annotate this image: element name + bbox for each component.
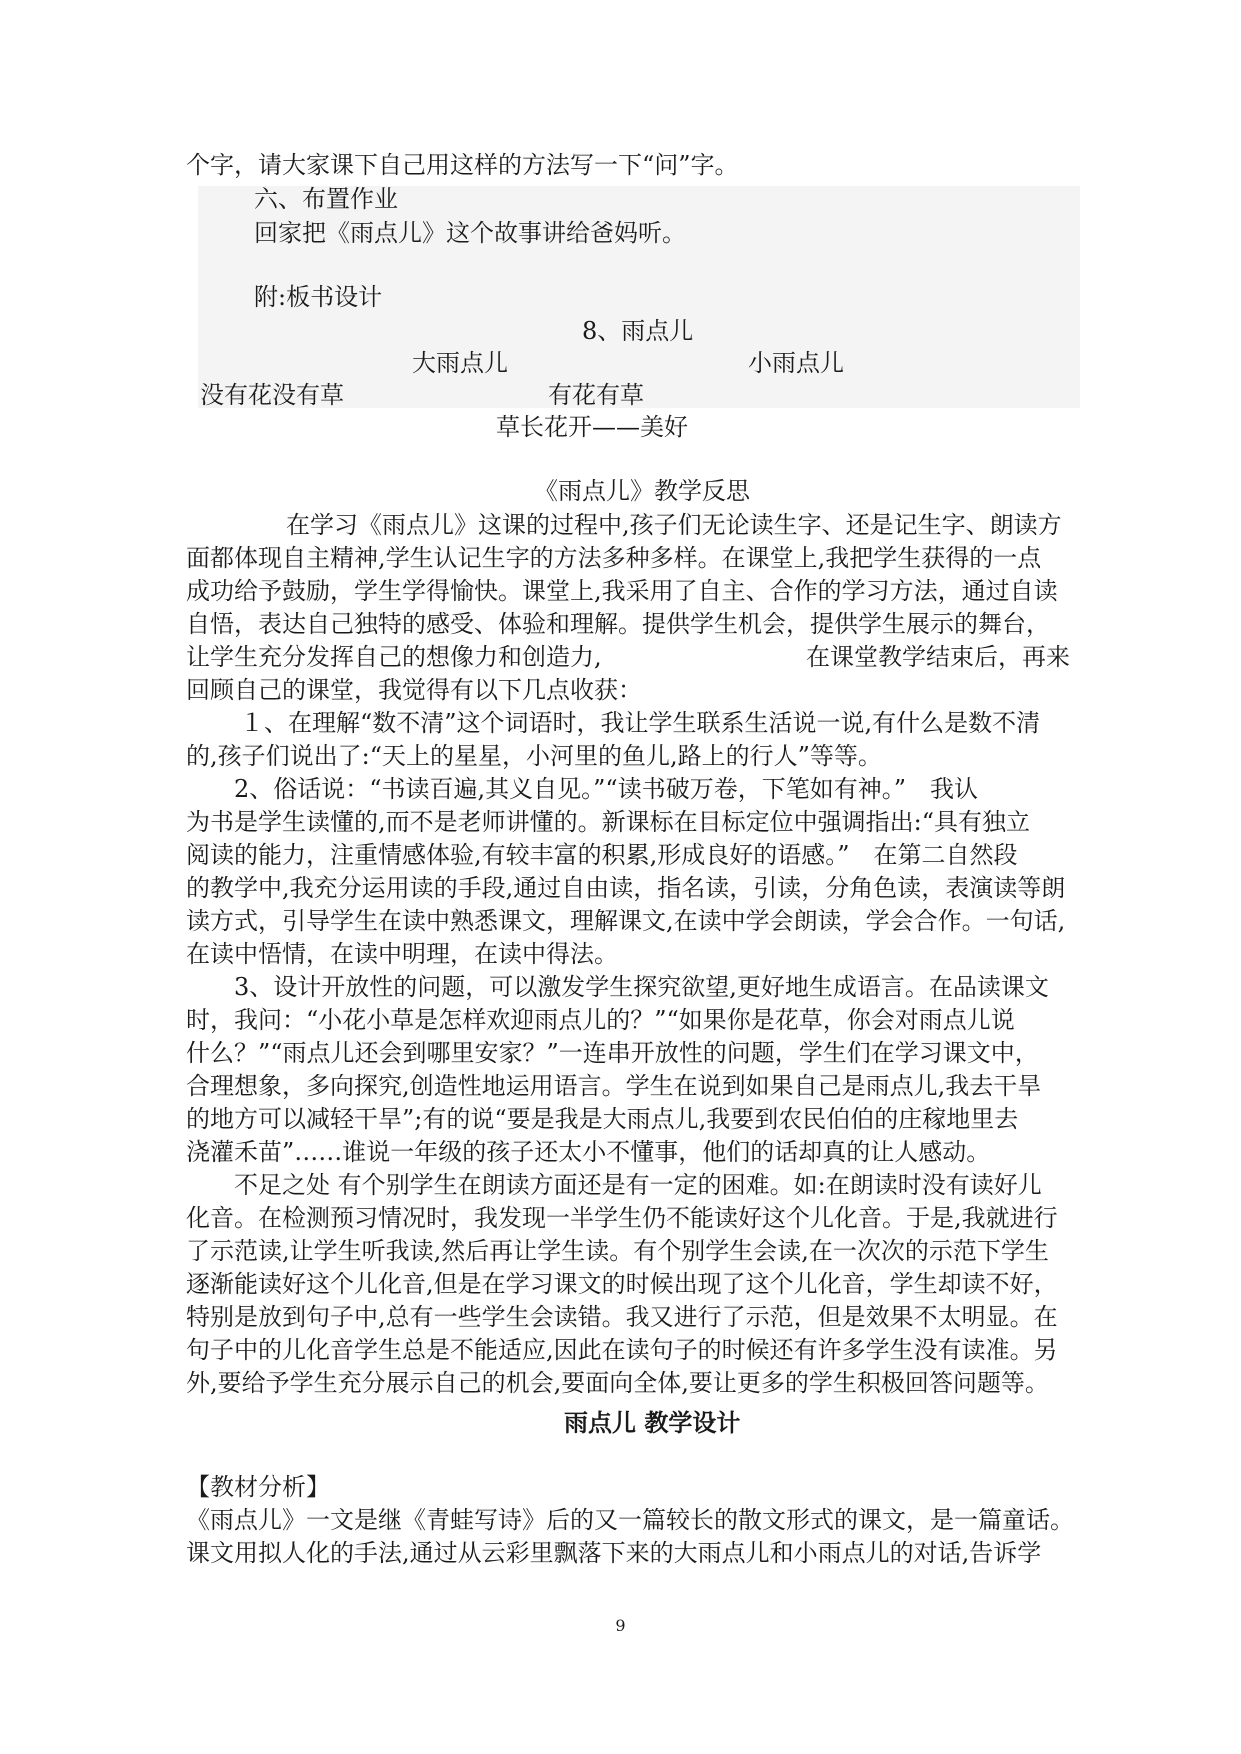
homework-text: 回家把《雨点儿》这个故事讲给爸妈听。 [254,219,686,247]
paragraph-line: 为书是学生读懂的,而不是老师讲懂的。新课标在目标定位中强调指出:“具有独立 [186,808,1030,836]
board-right-sub: 有花有草 [548,381,644,409]
paragraph-line: 回顾自己的课堂，我觉得有以下几点收获： [186,676,642,704]
paragraph-line: 合理想象，多向探究,创造性地运用语言。学生在说到如果自己是雨点儿,我去干旱 [186,1072,1042,1100]
board-right: 小雨点儿 [748,349,844,377]
board-title: 8、雨点儿 [582,317,694,345]
paragraph-line: 在读中悟情，在读中明理，在读中得法。 [186,940,618,968]
design-title: 雨点儿 教学设计 [564,1408,741,1437]
board-bottom: 草长花开——美好 [496,413,688,441]
paragraph-line: 3、设计开放性的问题，可以激发学生探究欲望,更好地生成语言。在品读课文 [234,973,1049,1001]
paragraph-line: 读方式，引导学生在读中熟悉课文，理解课文,在读中学会朗读，学会合作。一句话, [186,907,1066,935]
paragraph-line: 句子中的儿化音学生总是不能适应,因此在读句子的时候还有许多学生没有读准。另 [186,1336,1058,1364]
paragraph-line: 《雨点儿》一文是继《青蛙写诗》后的又一篇较长的散文形式的课文，是一篇童话。 [186,1506,1074,1534]
paragraph-line: 阅读的能力，注重情感体验,有较丰富的积累,形成良好的语感。” 在第二自然段 [186,841,1018,869]
paragraph-line: 逐渐能读好这个儿化音,但是在学习课文的时候出现了这个儿化音，学生却读不好， [186,1270,1058,1298]
paragraph-line: 的教学中,我充分运用读的手段,通过自由读，指名读，引读，分角色读，表演读等朗 [186,874,1066,902]
paragraph-line: 了示范读,让学生听我读,然后再让学生读。有个别学生会读,在一次次的示范下学生 [186,1237,1049,1265]
paragraph-line: 成功给予鼓励，学生学得愉快。课堂上,我采用了自主、合作的学习方法，通过自读 [186,577,1058,605]
paragraph-line: １、在理解“数不清”这个词语时，我让学生联系生活说一说,有什么是数不清 [240,709,1041,737]
board-left: 大雨点儿 [412,349,508,377]
paragraph-line: 自悟，表达自己独特的感受、体验和理解。提供学生机会，提供学生展示的舞台， [186,610,1050,638]
paragraph-line: 面都体现自主精神,学生认记生字的方法多种多样。在课堂上,我把学生获得的一点 [186,544,1042,572]
paragraph-line: 浇灌禾苗”……谁说一年级的孩子还太小不懂事，他们的话却真的让人感动。 [186,1138,991,1166]
paragraph-line-right: 在课堂教学结束后，再来 [806,643,1070,671]
paragraph-line: 的,孩子们说出了:“天上的星星，小河里的鱼儿,路上的行人”等等。 [186,742,882,770]
paragraph-line: 化音。在检测预习情况时，我发现一半学生仍不能读好这个儿化音。于是,我就进行 [186,1204,1058,1232]
reflection-title: 《雨点儿》教学反思 [534,477,750,505]
paragraph-line: 什么？”“雨点儿还会到哪里安家？”一连串开放性的问题，学生们在学习课文中， [186,1039,1039,1067]
analysis-heading: 【教材分析】 [186,1473,330,1501]
paragraph-line: 在学习《雨点儿》这课的过程中,孩子们无论读生字、还是记生字、朗读方 [286,511,1062,539]
page-number: 9 [615,1616,626,1635]
board-design-label: 附:板书设计 [254,283,383,311]
paragraph-line: 时，我问：“小花小草是怎样欢迎雨点儿的？”“如果你是花草，你会对雨点儿说 [186,1006,1015,1034]
board-left-sub: 没有花没有草 [200,381,344,409]
paragraph-line: 不足之处 有个别学生在朗读方面还是有一定的困难。如:在朗读时没有读好儿 [234,1171,1042,1199]
paragraph-line: 的地方可以减轻干旱”;有的说“要是我是大雨点儿,我要到农民伯伯的庄稼地里去 [186,1105,1019,1133]
paragraph-line: 外,要给予学生充分展示自己的机会,要面向全体,要让更多的学生积极回答问题等。 [186,1369,1049,1397]
paragraph-line: 让学生充分发挥自己的想像力和创造力, [186,643,602,671]
paragraph-line: 课文用拟人化的手法,通过从云彩里飘落下来的大雨点儿和小雨点儿的对话,告诉学 [186,1539,1042,1567]
paragraph-line: 2、俗话说：“书读百遍,其义自见。”“读书破万卷，下笔如有神。” 我认 [234,775,978,803]
homework-heading: 六、布置作业 [254,185,398,213]
paragraph-line: 特别是放到句子中,总有一些学生会读错。我又进行了示范，但是效果不太明显。在 [186,1303,1058,1331]
text-line: 个字，请大家课下自己用这样的方法写一下“问”字。 [186,151,739,179]
